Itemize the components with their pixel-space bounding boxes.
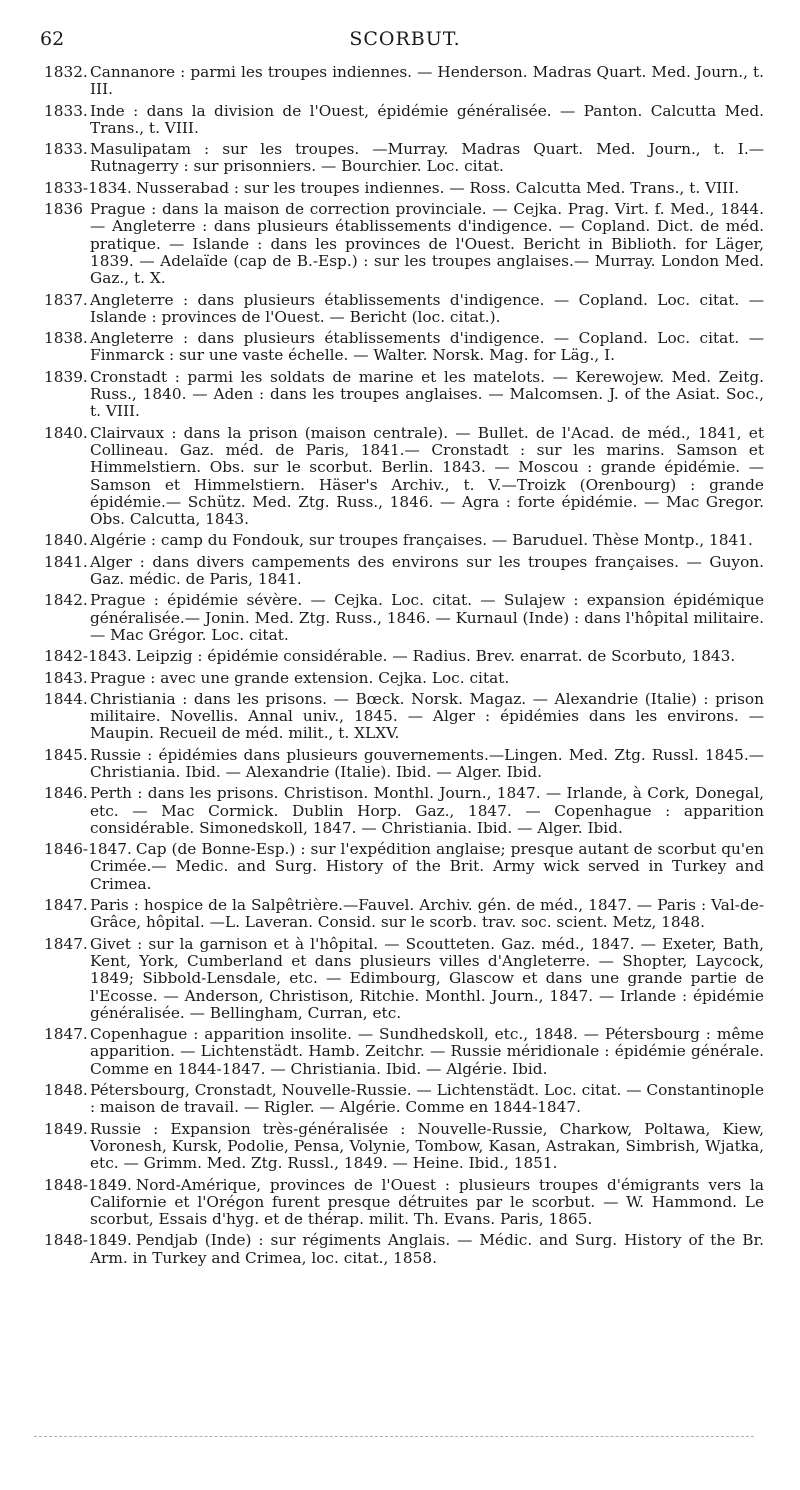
list-item <box>44 369 764 421</box>
entry-text: Prague : dans la maison de correction provinciale. — Cejka. Prag. Virt. f. Med., 1844. — Angleterre : dans plusieurs établissements d'indigence. — Copland. Dict. de méd. pratique. — Islande : dans les provinces de l'Ouest. Bericht in Biblioth. for Läger, 1839. — Adelaïde (cap de B.-Esp.) : sur les troupes anglaises.— Murray. London Med. Gaz., t. X. <box>90 200 764 288</box>
entry-text: Alger : dans divers campements des environs sur les troupes françaises. — Guyon. Gaz. médic. de Paris, 1841. <box>90 552 764 589</box>
list-item <box>44 670 764 687</box>
page-header <box>40 28 770 56</box>
entry-year: 1840. <box>44 423 88 442</box>
entry-year: 1846-1847. <box>44 840 132 859</box>
list-item <box>44 747 764 782</box>
entry-year: 1848-1849. <box>44 1175 132 1194</box>
list-item <box>44 592 764 644</box>
entry-year: 1837. <box>44 290 88 309</box>
entry-text: Copenhague : apparition insolite. — Sundhedskoll, etc., 1848. — Pétersbourg : même apparition. — Lichtenstädt. Hamb. Zeitchr. — Russie méridionale : épidémie générale. Comme en 1844-1847. — Christiania. Ibid. — Algérie. Ibid. <box>90 1025 764 1078</box>
list-item <box>44 1177 764 1229</box>
entry-year: 1833. <box>44 101 88 120</box>
page-number: 62 <box>40 28 65 50</box>
entry-year: 1836 <box>44 200 83 219</box>
entry-text: Cronstadt : parmi les soldats de marine et les matelots. — Kerewojew. Med. Zeitg. Russ., 1840. — Aden : dans les troupes anglaises. — Malcomsen. J. of the Asiat. Soc., t. VIII. <box>90 367 764 421</box>
entry-year: 1843. <box>44 668 88 687</box>
footer-rule <box>34 1436 754 1437</box>
entry-text: Angleterre : dans plusieurs établissements d'indigence. — Copland. Loc. citat. — Islande : provinces de l'Ouest. — Bericht (loc. citat.). <box>90 290 764 326</box>
entry-text: Angleterre : dans plusieurs établissements d'indigence. — Copland. Loc. citat. — Finmarck : sur une vaste échelle. — Walter. Norsk. Mag. for Läg., I. <box>90 329 764 365</box>
list-item <box>44 1121 764 1173</box>
entry-text: Cap (de Bonne-Esp.) : sur l'expédition anglaise; presque autant de scorbut qu'en Crimée.— Medic. and Surg. History of the Brit. Army wick served in Turkey and Crimea. <box>90 840 764 893</box>
list-item <box>44 897 764 932</box>
entry-text: Russie : Expansion très-généralisée : Nouvelle-Russie, Charkow, Poltawa, Kiew, Voronesh, Kursk, Podolie, Pensa, Volynie, Tombow, Kasan, Astrakan, Simbrish, Wjatka, etc. — Grimm. Med. Ztg. Russl., 1849. — Heine. Ibid., 1851. <box>90 1119 764 1173</box>
entry-year: 1847. <box>44 934 88 953</box>
chronology-list <box>44 64 764 1271</box>
entry-text: Prague : épidémie sévère. — Cejka. Loc. citat. — Sulajew : expansion épidémique généralisée.— Jonin. Med. Ztg. Russ., 1846. — Kurnaul (Inde) : dans l'hôpital militaire. — Mac Grégor. Loc. citat. <box>90 591 764 644</box>
list-item <box>44 532 764 549</box>
entry-text: Nord-Amérique, provinces de l'Ouest : plusieurs troupes d'émigrants vers la Californie et l'Orégon furent presque détruites par le scorbut. — W. Hammond. Le scorbut, Essais d'hyg. et de thérap. milit. Th. Evans. Paris, 1865. <box>90 1175 764 1229</box>
entry-year: 1833-1834. <box>44 178 132 197</box>
entry-text: Clairvaux : dans la prison (maison centrale). — Bullet. de l'Acad. de méd., 1841, et Collineau. Gaz. méd. de Paris, 1841.— Cronstadt : sur les marins. Samson et Himmelstiern. Obs. sur le scorbut. Berlin. 1843. — Moscou : grande épidémie. — Samson et Himmelstiern. Häser's Archiv., t. V.—Troizk (Orenbourg) : grande épidémie.— Schütz. Med. Ztg. Russ., 1846. — Agra : forte épidémie. — Mac Gregor. Obs. Calcutta, 1843. <box>90 423 764 529</box>
list-item <box>44 841 764 893</box>
list-item <box>44 180 764 197</box>
list-item <box>44 141 764 176</box>
entry-text: Prague : avec une grande extension. Cejka. Loc. citat. <box>90 668 510 687</box>
entry-year: 1847. <box>44 896 88 915</box>
running-title: SCORBUT. <box>349 28 461 50</box>
entry-year: 1849. <box>44 1119 88 1138</box>
list-item <box>44 425 764 529</box>
entry-text: Algérie : camp du Fondouk, sur troupes françaises. — Baruduel. Thèse Montp., 1841. <box>90 531 753 550</box>
entry-year: 1832. <box>44 63 88 81</box>
entry-year: 1833. <box>44 140 88 159</box>
entry-text: Givet : sur la garnison et à l'hôpital. — Scoutteten. Gaz. méd., 1847. — Exeter, Bath, Kent, York, Cumberland et dans plusieurs villes d'Angleterre. — Shopter, Laycock, 1849; Sibbold-Lensdale, etc. — Edimbourg, Glascow et dans une grande partie de l'Ecosse. — Anderson, Christison, Ritchie. Monthl. Journ., 1847. — Irlande : épidémie généralisée. — Bellingham, Curran, etc. <box>90 934 764 1022</box>
entry-year: 1844. <box>44 689 88 708</box>
list-item <box>44 936 764 1022</box>
entry-year: 1846. <box>44 784 88 803</box>
entry-text: Pendjab (Inde) : sur régiments Anglais. — Médic. and Surg. History of the Br. Arm. in Turkey and Crimea, loc. citat., 1858. <box>90 1231 764 1267</box>
entry-text: Leipzig : épidémie considérable. — Radius. Brev. enarrat. de Scorbuto, 1843. <box>135 647 736 666</box>
list-item <box>44 64 764 99</box>
list-item <box>44 292 764 327</box>
list-item <box>44 201 764 287</box>
entry-text: Russie : épidémies dans plusieurs gouvernements.—Lingen. Med. Ztg. Russl. 1845.— Christiania. Ibid. — Alexandrie (Italie). Ibid. — Alger. Ibid. <box>90 745 764 781</box>
list-item <box>44 1232 764 1267</box>
entry-year: 1847. <box>44 1025 88 1044</box>
entry-text: Inde : dans la division de l'Ouest, épidémie généralisée. — Panton. Calcutta Med. Trans., t. VIII. <box>90 101 764 137</box>
list-item <box>44 785 764 837</box>
entry-text: Cannanore : parmi les troupes indiennes. — Henderson. Madras Quart. Med. Journ., t. III. <box>90 63 764 99</box>
entry-text: Christiania : dans les prisons. — Bœck. Norsk. Magaz. — Alexandrie (Italie) : prison militaire. Novellis. Annal univ., 1845. — Alger : épidémies dans les environs. — Maupin. Recueil de méd. milit., t. XLXV. <box>90 689 764 743</box>
list-item <box>44 1082 764 1117</box>
list-item <box>44 691 764 743</box>
entry-year: 1842-1843. <box>44 647 132 666</box>
entry-year: 1838. <box>44 329 88 348</box>
list-item <box>44 103 764 138</box>
entry-year: 1840. <box>44 531 88 550</box>
entry-year: 1845. <box>44 745 88 764</box>
entry-year: 1841. <box>44 552 88 571</box>
entry-text: Pétersbourg, Cronstadt, Nouvelle-Russie. — Lichtenstädt. Loc. citat. — Constantinople : maison de travail. — Rigler. — Algérie. Comme en 1844-1847. <box>90 1081 764 1117</box>
entry-text: Nusserabad : sur les troupes indiennes. — Ross. Calcutta Med. Trans., t. VIII. <box>135 178 740 197</box>
entry-year: 1839. <box>44 367 88 386</box>
entry-year: 1842. <box>44 591 88 610</box>
entry-year: 1848-1849. <box>44 1231 132 1250</box>
list-item <box>44 1026 764 1078</box>
entry-year: 1848. <box>44 1081 88 1100</box>
list-item <box>44 330 764 365</box>
entry-text: Masulipatam : sur les troupes. —Murray. Madras Quart. Med. Journ., t. I.— Rutnagerry : sur prisonniers. — Bourchier. Loc. citat. <box>90 140 764 176</box>
list-item <box>44 648 764 665</box>
list-item <box>44 554 764 589</box>
entry-text: Paris : hospice de la Salpêtrière.—Fauvel. Archiv. gén. de méd., 1847. — Paris : Val-de-Grâce, hôpital. —L. Laveran. Consid. sur le scorb. trav. soc. scient. Metz, 1848. <box>90 896 764 932</box>
entry-text: Perth : dans les prisons. Christison. Monthl. Journ., 1847. — Irlande, à Cork, Donegal, etc. — Mac Cormick. Dublin Horp. Gaz., 1847. — Copenhague : apparition considérable. Simonedskoll, 1847. — Christiania. Ibid. — Alger. Ibid. <box>90 784 764 837</box>
